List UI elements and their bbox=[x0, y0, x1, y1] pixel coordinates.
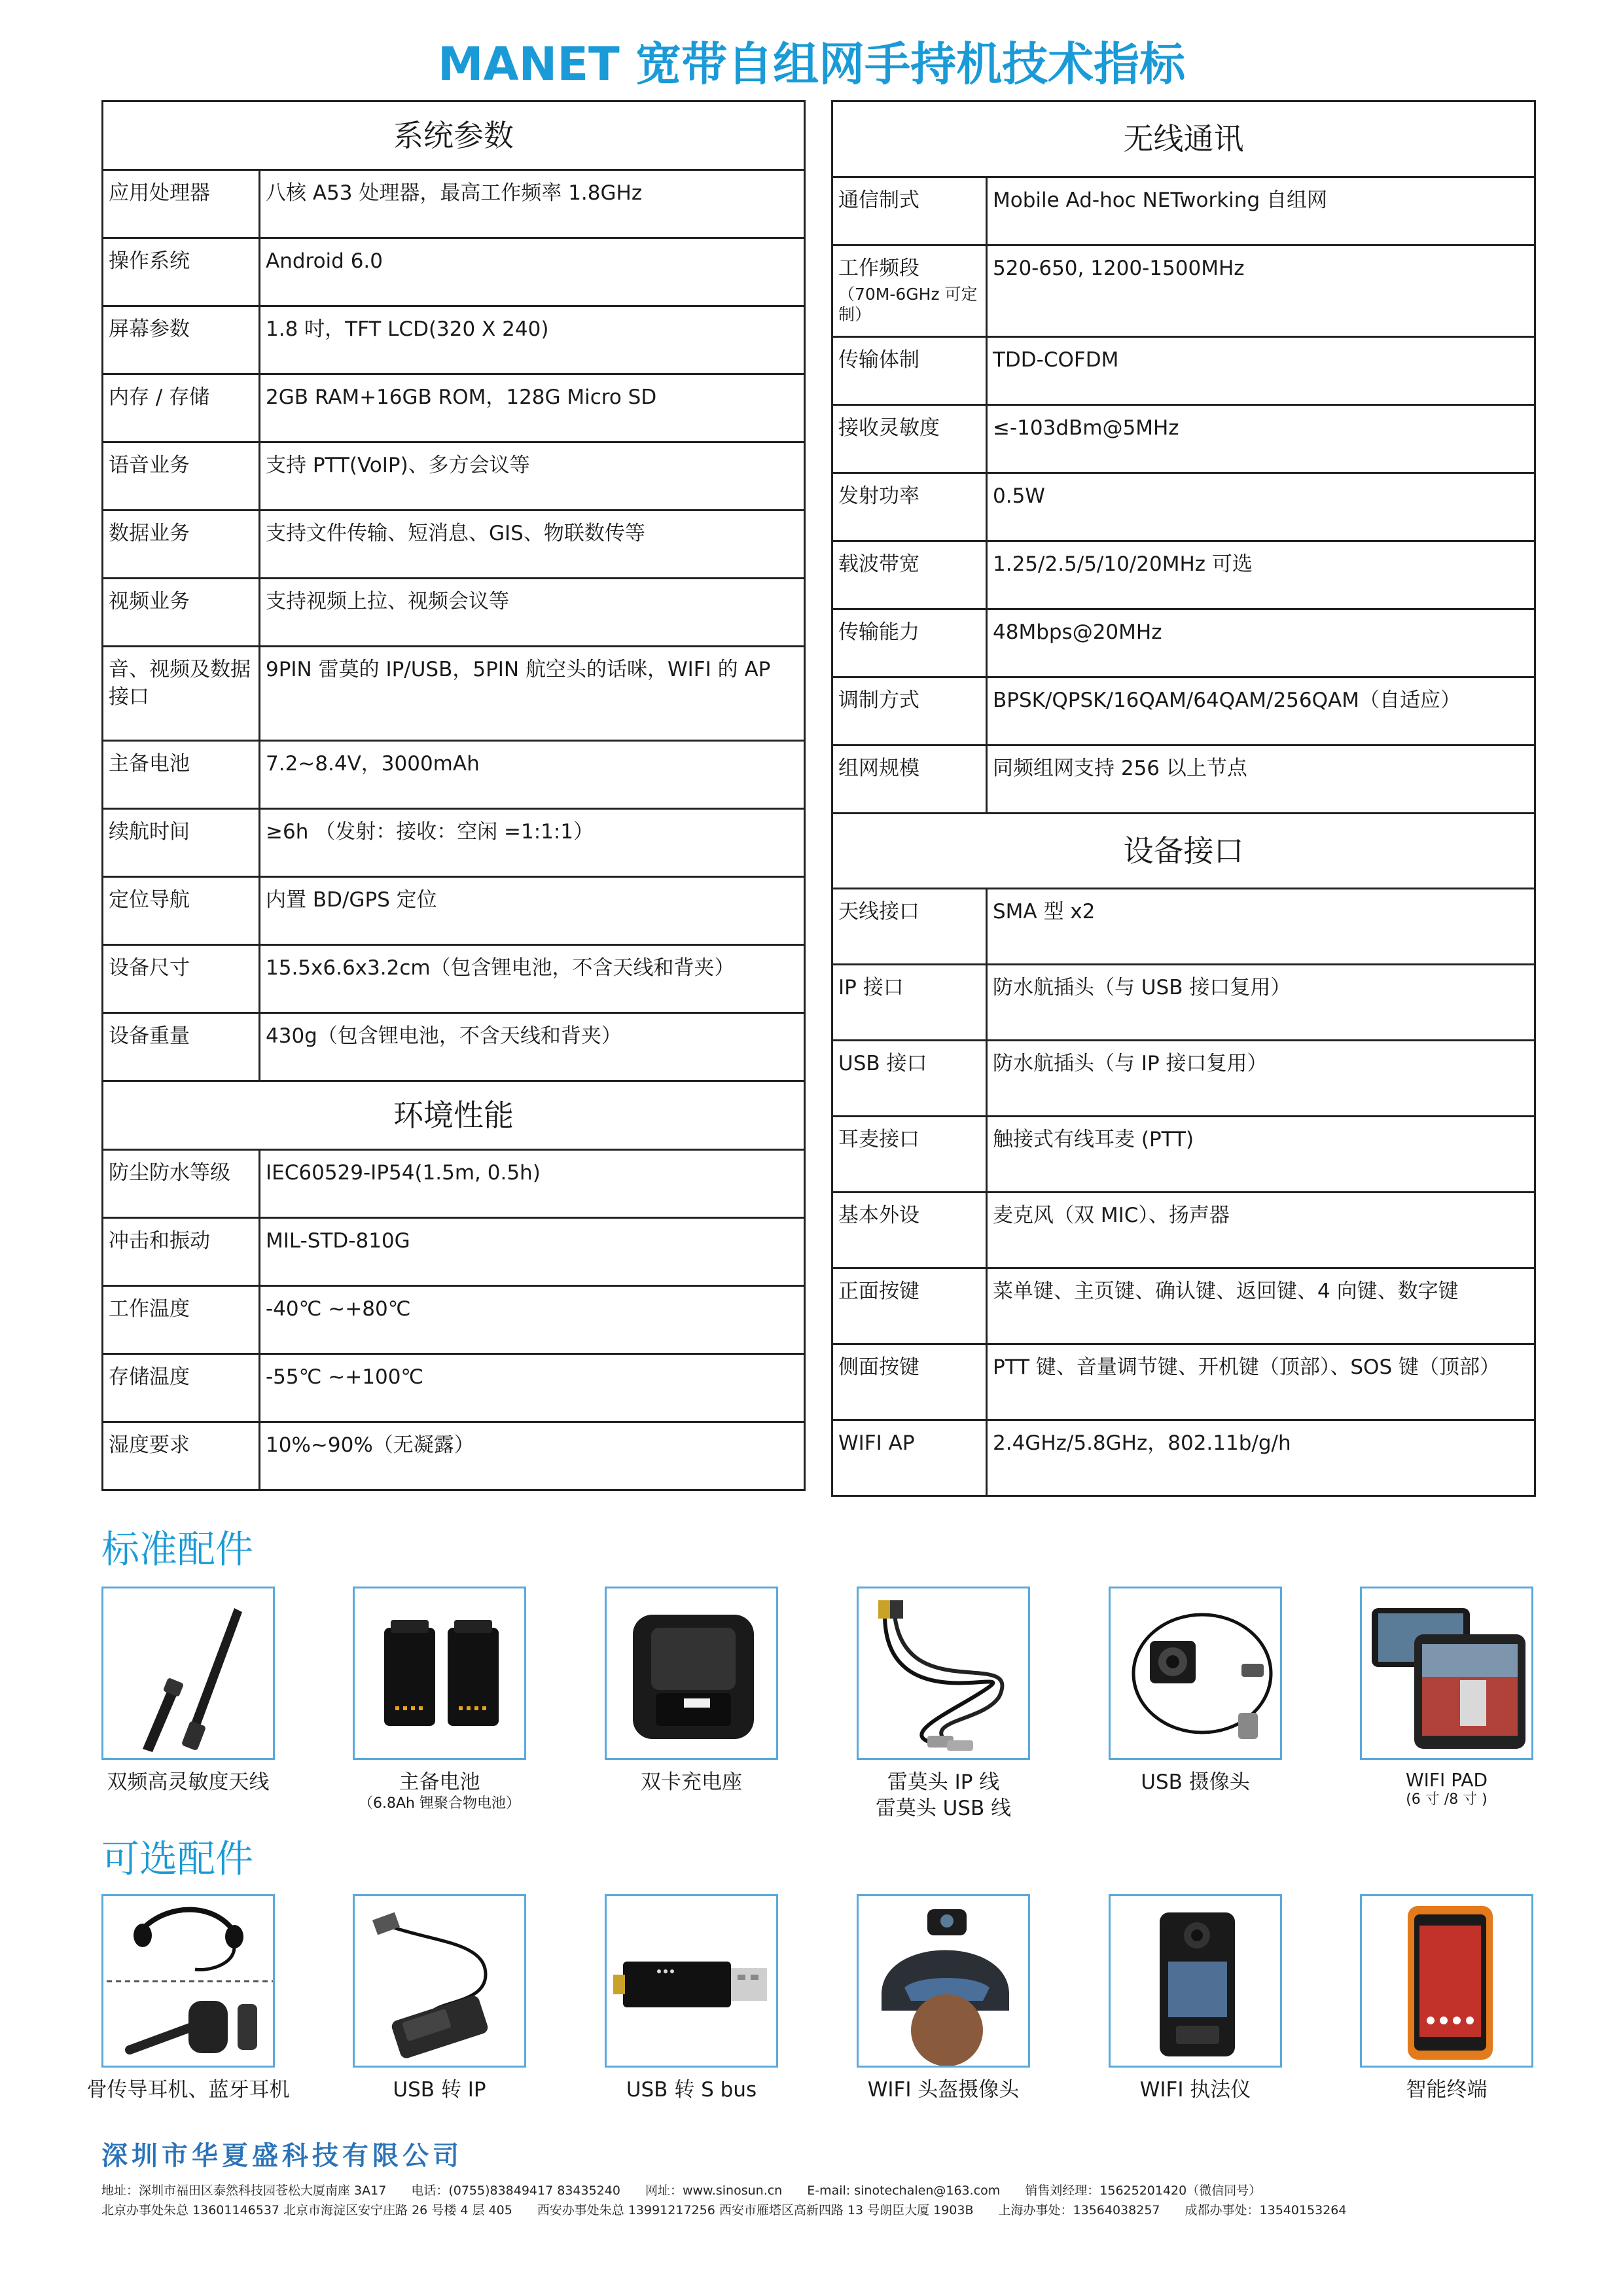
spec-value: PTT 键、音量调节键、开机键（顶部）、SOS 键（顶部） bbox=[987, 1344, 1535, 1420]
spec-row bbox=[103, 1218, 805, 1286]
spec-value: MIL-STD-810G bbox=[260, 1218, 805, 1286]
smart-terminal-icon bbox=[1360, 1894, 1533, 2068]
spec-key-note: （70M-6GHz 可定制） bbox=[838, 284, 978, 325]
spec-row bbox=[832, 405, 1535, 473]
spec-key-text: 主备电池 bbox=[109, 752, 190, 776]
optional-body-camera bbox=[1109, 1894, 1282, 2103]
spec-value: 0.5W bbox=[987, 473, 1535, 541]
environment-heading: 环境性能 bbox=[103, 1081, 805, 1150]
spec-key-text: IP 接口 bbox=[838, 976, 904, 999]
system-spec-table bbox=[101, 100, 806, 1491]
antenna-icon bbox=[101, 1587, 275, 1760]
spec-key-text: 冲击和振动 bbox=[109, 1229, 210, 1253]
accessory-name: 双频高灵敏度天线 bbox=[107, 1770, 270, 1794]
accessory-note: （6.8Ah 锂聚合物电池） bbox=[359, 1795, 520, 1812]
spec-key-text: 传输能力 bbox=[838, 620, 919, 644]
spec-key bbox=[103, 945, 260, 1013]
interfaces-heading: 设备接口 bbox=[832, 814, 1535, 889]
spec-key bbox=[103, 1286, 260, 1354]
optional-name: WIFI 头盔摄像头 bbox=[867, 2078, 1020, 2102]
spec-key bbox=[103, 1150, 260, 1218]
spec-row bbox=[103, 1150, 805, 1218]
spec-key bbox=[103, 647, 260, 741]
spec-row bbox=[832, 1041, 1535, 1117]
optional-usb-sbus bbox=[605, 1894, 778, 2103]
spec-key-text: 视频业务 bbox=[109, 590, 190, 613]
spec-value: 支持视频上拉、视频会议等 bbox=[260, 579, 805, 647]
optional-smart-terminal bbox=[1360, 1894, 1533, 2103]
spec-row bbox=[103, 306, 805, 374]
spec-key bbox=[832, 1344, 987, 1420]
page-title: MANET 宽带自组网手持机技术指标 bbox=[437, 37, 1186, 91]
spec-key-text: 屏幕参数 bbox=[109, 317, 190, 341]
spec-value: -40℃ ~+80℃ bbox=[260, 1286, 805, 1354]
accessory-wifi-pad bbox=[1360, 1587, 1533, 1808]
spec-row bbox=[103, 1013, 805, 1081]
spec-key-text: 湿度要求 bbox=[109, 1433, 190, 1457]
spec-row bbox=[103, 579, 805, 647]
spec-key-text: 设备尺寸 bbox=[109, 956, 190, 980]
spec-value: 2.4GHz/5.8GHz，802.11b/g/h bbox=[987, 1420, 1535, 1496]
spec-value: 9PIN 雷莫的 IP/USB，5PIN 航空头的话咪，WIFI 的 AP bbox=[260, 647, 805, 741]
spec-row bbox=[103, 1286, 805, 1354]
spec-key-text: 耳麦接口 bbox=[838, 1128, 919, 1151]
spec-key bbox=[832, 745, 987, 814]
spec-key-text: 定位导航 bbox=[109, 888, 190, 912]
spec-row bbox=[103, 170, 805, 238]
spec-value: ≤-103dBm@5MHz bbox=[987, 405, 1535, 473]
spec-key-text: 接收灵敏度 bbox=[838, 416, 940, 440]
spec-key-text: 数据业务 bbox=[109, 522, 190, 545]
spec-key-text: 通信制式 bbox=[838, 188, 919, 212]
spec-key bbox=[103, 1422, 260, 1490]
spec-key bbox=[832, 177, 987, 245]
spec-value: 八核 A53 处理器，最高工作频率 1.8GHz bbox=[260, 170, 805, 238]
spec-key bbox=[832, 405, 987, 473]
spec-key-text: 基本外设 bbox=[838, 1204, 919, 1227]
usb-sbus-icon bbox=[605, 1894, 778, 2068]
spec-row bbox=[832, 965, 1535, 1041]
spec-row bbox=[832, 889, 1535, 965]
spec-row bbox=[103, 238, 805, 306]
spec-key bbox=[103, 238, 260, 306]
accessory-name: 双卡充电座 bbox=[641, 1770, 742, 1794]
spec-row bbox=[103, 511, 805, 579]
spec-key-text: 工作温度 bbox=[109, 1297, 190, 1321]
helmet-camera-icon bbox=[857, 1894, 1030, 2068]
spec-row bbox=[832, 337, 1535, 405]
spec-row bbox=[832, 245, 1535, 337]
spec-value: 同频组网支持 256 以上节点 bbox=[987, 745, 1535, 814]
spec-value: SMA 型 x2 bbox=[987, 889, 1535, 965]
system-heading: 系统参数 bbox=[103, 101, 805, 170]
spec-key bbox=[832, 1268, 987, 1344]
accessory-name: 雷莫头 IP 线 bbox=[887, 1770, 1000, 1794]
spec-key bbox=[832, 473, 987, 541]
spec-row bbox=[103, 809, 805, 877]
sales-contact: 销售刘经理：15625201420（微信同号） bbox=[1025, 2183, 1262, 2198]
spec-value: 10%~90%（无凝露） bbox=[260, 1422, 805, 1490]
spec-row bbox=[103, 1422, 805, 1490]
spec-key bbox=[832, 1041, 987, 1117]
spec-row bbox=[103, 647, 805, 741]
spec-value: Android 6.0 bbox=[260, 238, 805, 306]
spec-key bbox=[832, 965, 987, 1041]
spec-row bbox=[103, 374, 805, 442]
spec-key-text: 组网规模 bbox=[838, 757, 919, 780]
spec-row bbox=[103, 442, 805, 511]
spec-key bbox=[832, 609, 987, 677]
spec-value: 触接式有线耳麦 (PTT) bbox=[987, 1117, 1535, 1193]
optional-helmet-camera bbox=[857, 1894, 1030, 2103]
spec-key bbox=[103, 306, 260, 374]
battery-icon bbox=[353, 1587, 526, 1760]
spec-key-text: WIFI AP bbox=[838, 1431, 915, 1455]
website: 网址：www.sinosun.cn bbox=[645, 2183, 783, 2198]
spec-key-text: 音、视频及数据接口 bbox=[109, 658, 251, 709]
standard-accessories-heading: 标准配件 bbox=[101, 1527, 254, 1571]
optional-name: 智能终端 bbox=[1406, 2078, 1488, 2102]
spec-value: IEC60529-IP54(1.5m, 0.5h) bbox=[260, 1150, 805, 1218]
spec-key bbox=[103, 374, 260, 442]
spec-key bbox=[832, 541, 987, 609]
spec-key-text: 续航时间 bbox=[109, 820, 190, 844]
spec-value: 15.5x6.6x3.2cm（包含锂电池，不含天线和背夹） bbox=[260, 945, 805, 1013]
spec-row bbox=[103, 945, 805, 1013]
spec-key bbox=[103, 511, 260, 579]
spec-key-text: 天线接口 bbox=[838, 900, 919, 924]
spec-key-text: 正面按键 bbox=[838, 1280, 919, 1303]
spec-row bbox=[832, 1117, 1535, 1193]
spec-key-text: 防尘防水等级 bbox=[109, 1161, 230, 1185]
spec-row bbox=[832, 541, 1535, 609]
contact-line-1 bbox=[101, 2181, 1286, 2198]
spec-value: 内置 BD/GPS 定位 bbox=[260, 877, 805, 945]
accessory-name: WIFI PAD bbox=[1405, 1769, 1488, 1791]
spec-key-text: 内存 / 存储 bbox=[109, 386, 210, 409]
spec-value: 1.25/2.5/5/10/20MHz 可选 bbox=[987, 541, 1535, 609]
spec-row bbox=[832, 677, 1535, 745]
spec-row bbox=[832, 1420, 1535, 1496]
spec-key bbox=[832, 337, 987, 405]
spec-value: 48Mbps@20MHz bbox=[987, 609, 1535, 677]
spec-key-text: 侧面按键 bbox=[838, 1355, 919, 1379]
accessory-note: (6 寸 /8 寸 ) bbox=[1406, 1791, 1488, 1808]
company-name: 深圳市华夏盛科技有限公司 bbox=[101, 2140, 463, 2171]
headset-icon bbox=[101, 1894, 275, 2068]
spec-key bbox=[103, 1218, 260, 1286]
spec-row bbox=[832, 177, 1535, 245]
spec-value: 麦克风（双 MIC）、扬声器 bbox=[987, 1193, 1535, 1268]
spec-key bbox=[103, 170, 260, 238]
optional-headset bbox=[86, 1894, 290, 2103]
spec-key-text: 工作频段 bbox=[838, 257, 919, 280]
spec-value: 支持文件传输、短消息、GIS、物联数传等 bbox=[260, 511, 805, 579]
spec-key-text: 语音业务 bbox=[109, 454, 190, 477]
accessory-name-2: 雷莫头 USB 线 bbox=[875, 1797, 1012, 1821]
spec-row bbox=[832, 473, 1535, 541]
tablet-icon bbox=[1360, 1587, 1533, 1760]
spec-key bbox=[832, 1193, 987, 1268]
spec-key-text: 操作系统 bbox=[109, 249, 190, 273]
xian-office: 西安办事处朱总 13991217256 西安市雁塔区高新四路 13 号朗臣大厦 1903B bbox=[537, 2203, 974, 2217]
address: 地址：深圳市福田区泰然科技园苍松大厦南座 3A17 bbox=[101, 2183, 387, 2198]
spec-value: 2GB RAM+16GB ROM，128G Micro SD bbox=[260, 374, 805, 442]
spec-row bbox=[832, 1344, 1535, 1420]
email: E-mail: sinotechalen@163.com bbox=[807, 2183, 1001, 2198]
wireless-heading: 无线通讯 bbox=[832, 101, 1535, 177]
spec-value: 1.8 吋，TFT LCD(320 X 240) bbox=[260, 306, 805, 374]
spec-value: 7.2~8.4V，3000mAh bbox=[260, 741, 805, 809]
accessory-battery bbox=[353, 1587, 526, 1813]
shanghai-office: 上海办事处：13564038257 bbox=[998, 2203, 1160, 2217]
spec-row bbox=[832, 609, 1535, 677]
wireless-spec-table bbox=[831, 100, 1536, 1497]
beijing-office: 北京办事处朱总 13601146537 北京市海淀区安宁庄路 26 号楼 4 层 405 bbox=[101, 2203, 512, 2217]
spec-value: 防水航插头（与 USB 接口复用） bbox=[987, 965, 1535, 1041]
spec-key-text: 载波带宽 bbox=[838, 552, 919, 576]
spec-value: TDD-COFDM bbox=[987, 337, 1535, 405]
spec-key bbox=[103, 1013, 260, 1081]
spec-key bbox=[103, 877, 260, 945]
spec-row bbox=[103, 1354, 805, 1422]
optional-name: USB 转 S bus bbox=[626, 2078, 757, 2102]
spec-row bbox=[832, 1193, 1535, 1268]
spec-key-text: 调制方式 bbox=[838, 689, 919, 712]
optional-accessories-heading: 可选配件 bbox=[101, 1837, 254, 1881]
spec-key bbox=[832, 1420, 987, 1496]
spec-value: -55℃ ~+100℃ bbox=[260, 1354, 805, 1422]
spec-key bbox=[103, 741, 260, 809]
spec-key bbox=[832, 889, 987, 965]
charger-icon bbox=[605, 1587, 778, 1760]
optional-name: USB 转 IP bbox=[393, 2078, 486, 2102]
accessory-antenna bbox=[101, 1587, 275, 1795]
accessory-name: 主备电池 bbox=[399, 1770, 480, 1794]
spec-row bbox=[103, 877, 805, 945]
spec-key-text: 应用处理器 bbox=[109, 181, 210, 205]
spec-key-text: 存储温度 bbox=[109, 1365, 190, 1389]
spec-key-text: 设备重量 bbox=[109, 1024, 190, 1048]
spec-key-text: 传输体制 bbox=[838, 348, 919, 372]
spec-row bbox=[832, 1268, 1535, 1344]
spec-value: BPSK/QPSK/16QAM/64QAM/256QAM（自适应） bbox=[987, 677, 1535, 745]
spec-row bbox=[103, 741, 805, 809]
spec-row bbox=[832, 745, 1535, 814]
optional-name: WIFI 执法仪 bbox=[1139, 2078, 1251, 2102]
usb-adapter-icon bbox=[353, 1894, 526, 2068]
accessory-usb-camera bbox=[1109, 1587, 1282, 1795]
spec-value: ≥6h （发射：接收：空闲 =1:1:1） bbox=[260, 809, 805, 877]
contact-line-2 bbox=[101, 2200, 1372, 2218]
optional-name: 骨传导耳机、蓝牙耳机 bbox=[86, 2078, 290, 2102]
spec-value: Mobile Ad-hoc NETworking 自组网 bbox=[987, 177, 1535, 245]
spec-value: 430g（包含锂电池，不含天线和背夹） bbox=[260, 1013, 805, 1081]
camera-icon bbox=[1109, 1587, 1282, 1760]
body-camera-icon bbox=[1109, 1894, 1282, 2068]
spec-value: 菜单键、主页键、确认键、返回键、4 向键、数字键 bbox=[987, 1268, 1535, 1344]
accessory-name: USB 摄像头 bbox=[1141, 1770, 1250, 1794]
spec-value: 520-650, 1200-1500MHz bbox=[987, 245, 1535, 337]
spec-value: 支持 PTT(VoIP)、多方会议等 bbox=[260, 442, 805, 511]
accessory-charger bbox=[605, 1587, 778, 1795]
spec-key bbox=[832, 1117, 987, 1193]
cable-icon bbox=[857, 1587, 1030, 1760]
spec-key bbox=[103, 442, 260, 511]
optional-usb-ip bbox=[353, 1894, 526, 2103]
spec-key bbox=[832, 245, 987, 337]
spec-key-text: USB 接口 bbox=[838, 1052, 927, 1075]
spec-key bbox=[103, 579, 260, 647]
accessory-cables bbox=[857, 1587, 1030, 1822]
spec-key bbox=[103, 1354, 260, 1422]
spec-key bbox=[832, 677, 987, 745]
spec-key bbox=[103, 809, 260, 877]
spec-key-text: 发射功率 bbox=[838, 484, 919, 508]
spec-value: 防水航插头（与 IP 接口复用） bbox=[987, 1041, 1535, 1117]
phone: 电话：(0755)83849417 83435240 bbox=[411, 2183, 620, 2198]
chengdu-office: 成都办事处：13540153264 bbox=[1185, 2203, 1347, 2217]
